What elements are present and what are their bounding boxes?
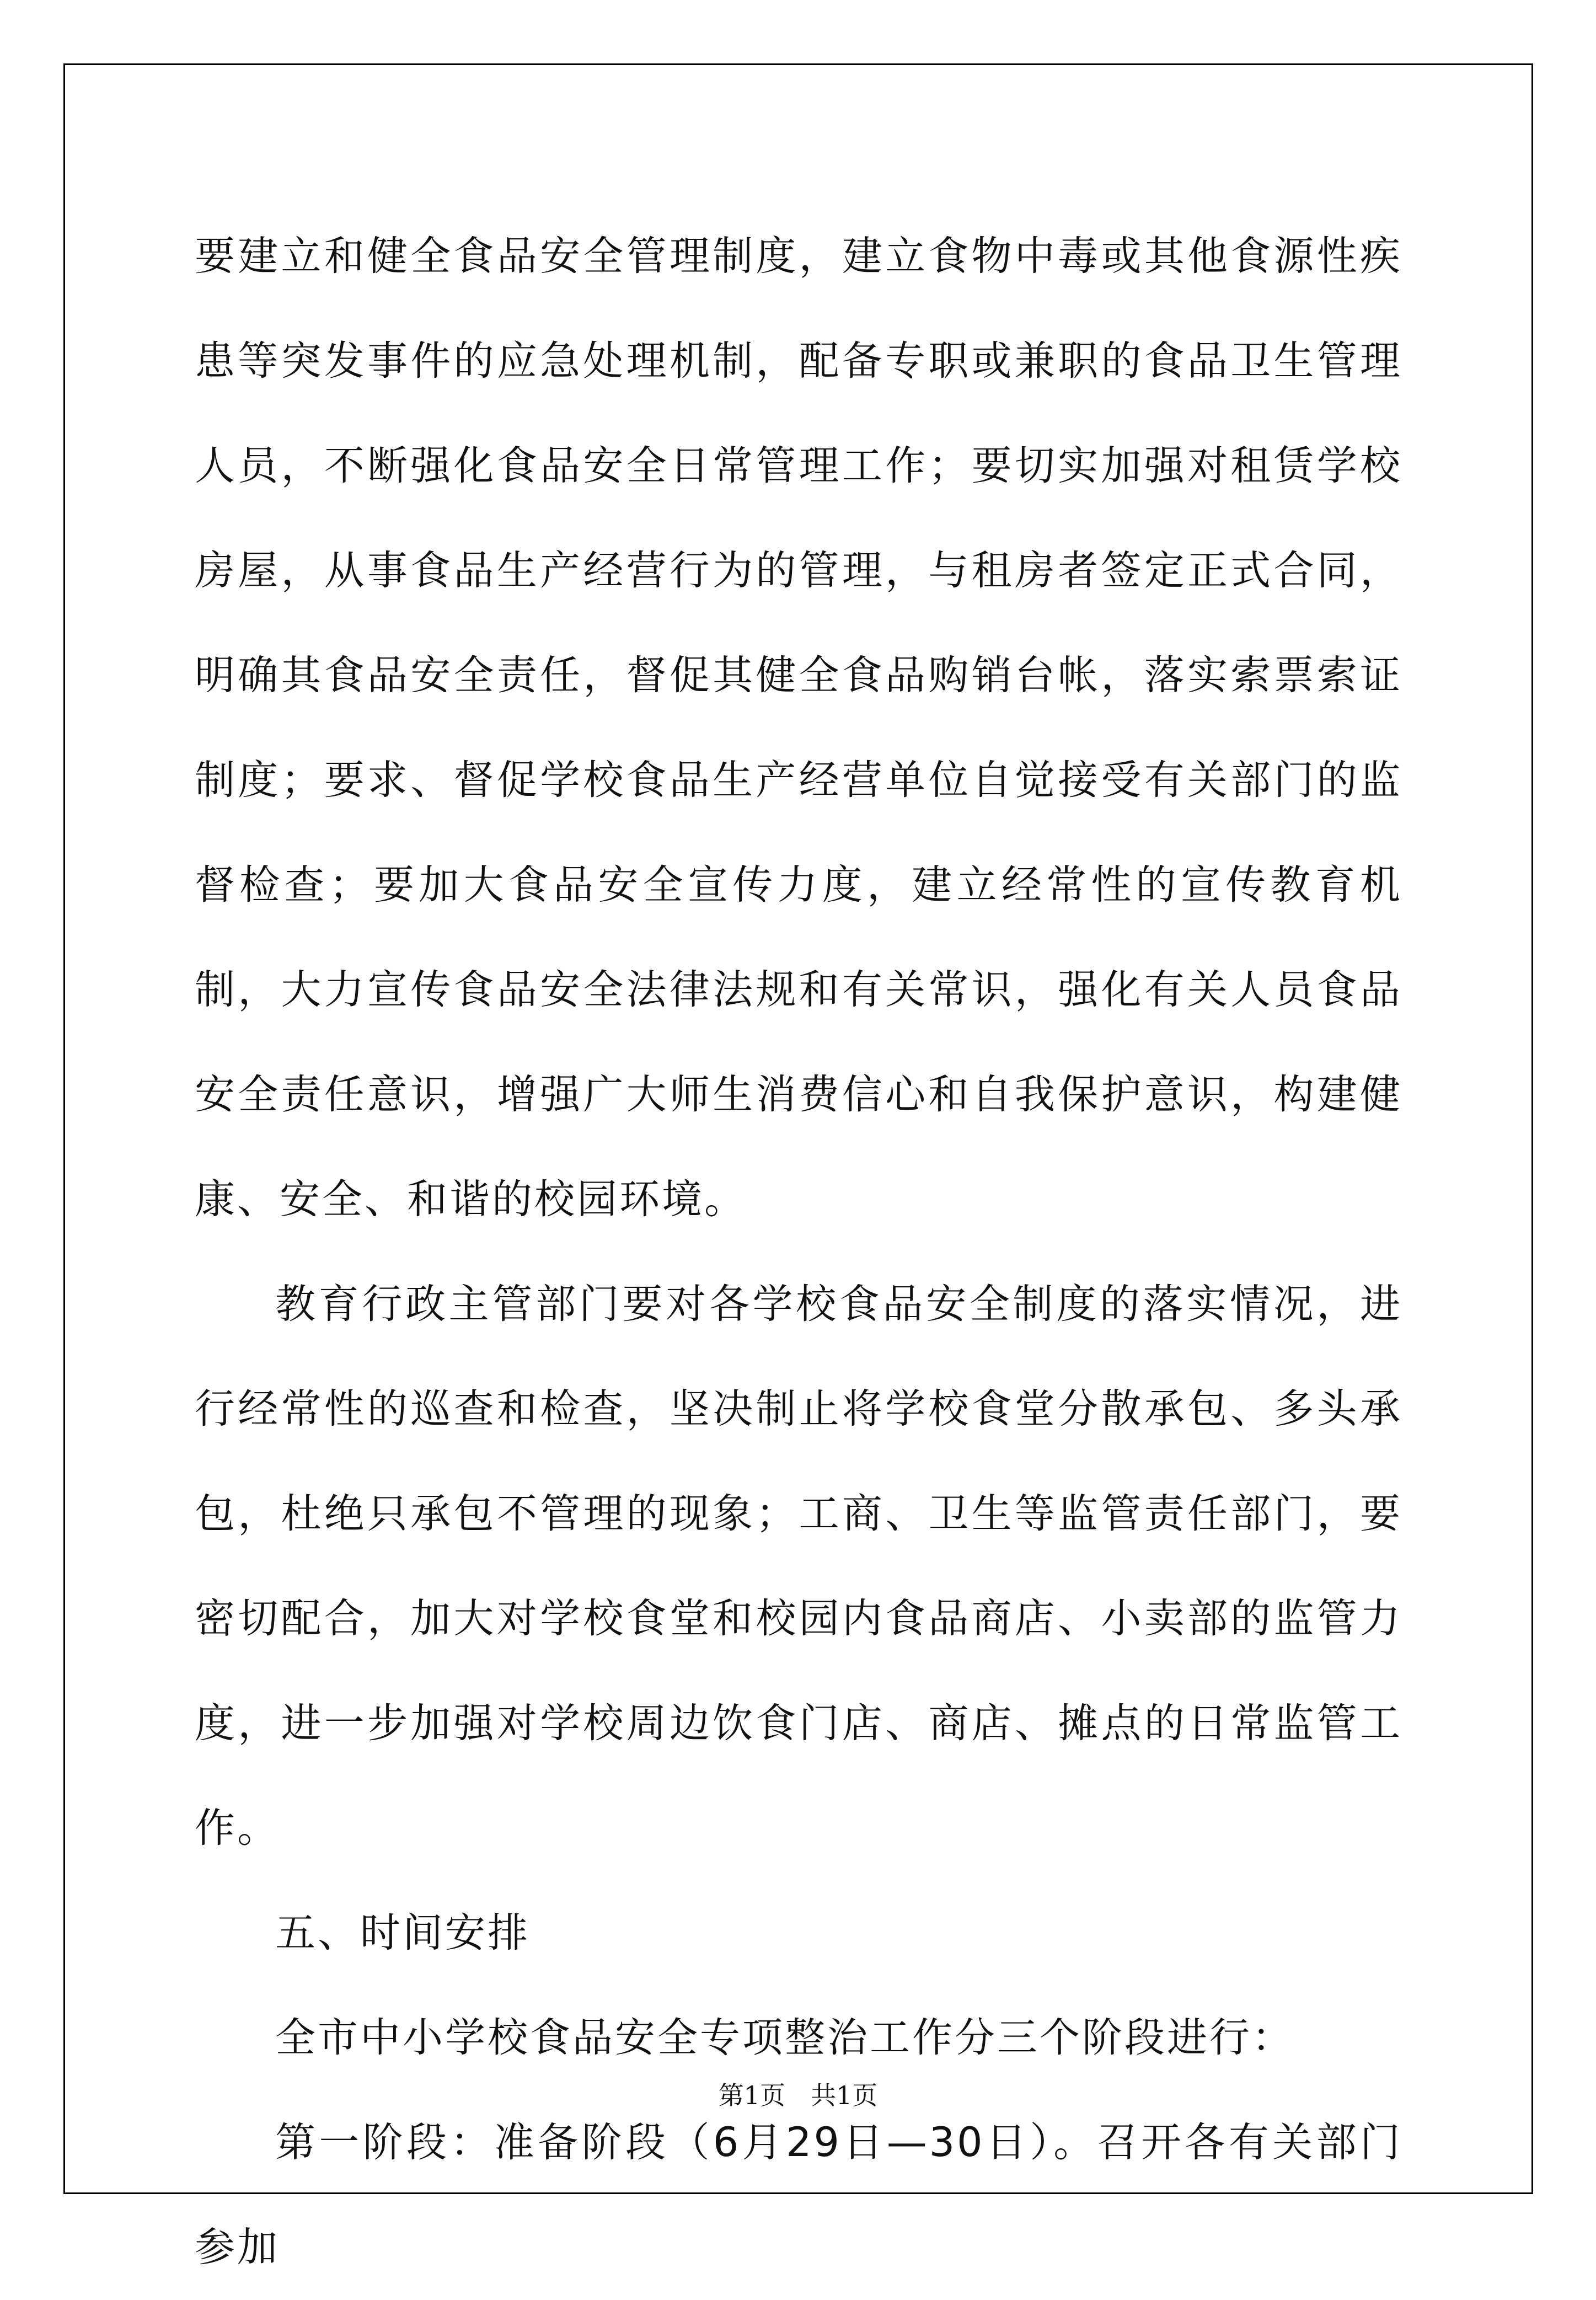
paragraph-three-stages: 全市中小学校食品安全专项整治工作分三个阶段进行： (275, 2014, 1294, 2061)
paragraph-stage-one: 第一阶段：准备阶段（6月29日—30日）。召开各有关部门参加 (195, 2119, 1402, 2271)
section-heading-schedule: 五、时间安排 (275, 1909, 530, 1956)
paragraph-food-safety-management: 要建立和健全食品安全管理制度，建立食物中毒或其他食源性疾患等突发事件的应急处理机制，配备专职或兼职的食品卫生管理人员，不断强化食品安全日常管理工作；要切实加强对租赁学校房屋，从事食品生产经营行为的管理，与租房者签定正式合同，明确其食品安全责任，督促其健全食品购销台帐，落实索票索证制度；要求、督促学校食品生产经营单位自觉接受有关部门的监督检查；要加大食品安全宣传力度，建立经常性的宣传教育机制，大力宣传食品安全法律法规和有关常识，强化有关人员食品安全责任意识，增强广大师生消费信心和自我保护意识，构建健康、安全、和谐的校园环境。 (195, 233, 1402, 1223)
paragraph-education-department-inspection: 教育行政主管部门要对各学校食品安全制度的落实情况，进行经常性的巡查和检查，坚决制止将学校食堂分散承包、多头承包，杜绝只承包不管理的现象；工商、卫生等监管责任部门，要密切配合，加大对学校食堂和校园内食品商店、小卖部的监管力度，进一步加强对学校周边饮食门店、商店、摊点的日常监管工作。 (195, 1281, 1402, 1852)
document-body (195, 204, 1402, 2300)
page-number-footer: 第1页 共1页 (718, 2080, 878, 2110)
